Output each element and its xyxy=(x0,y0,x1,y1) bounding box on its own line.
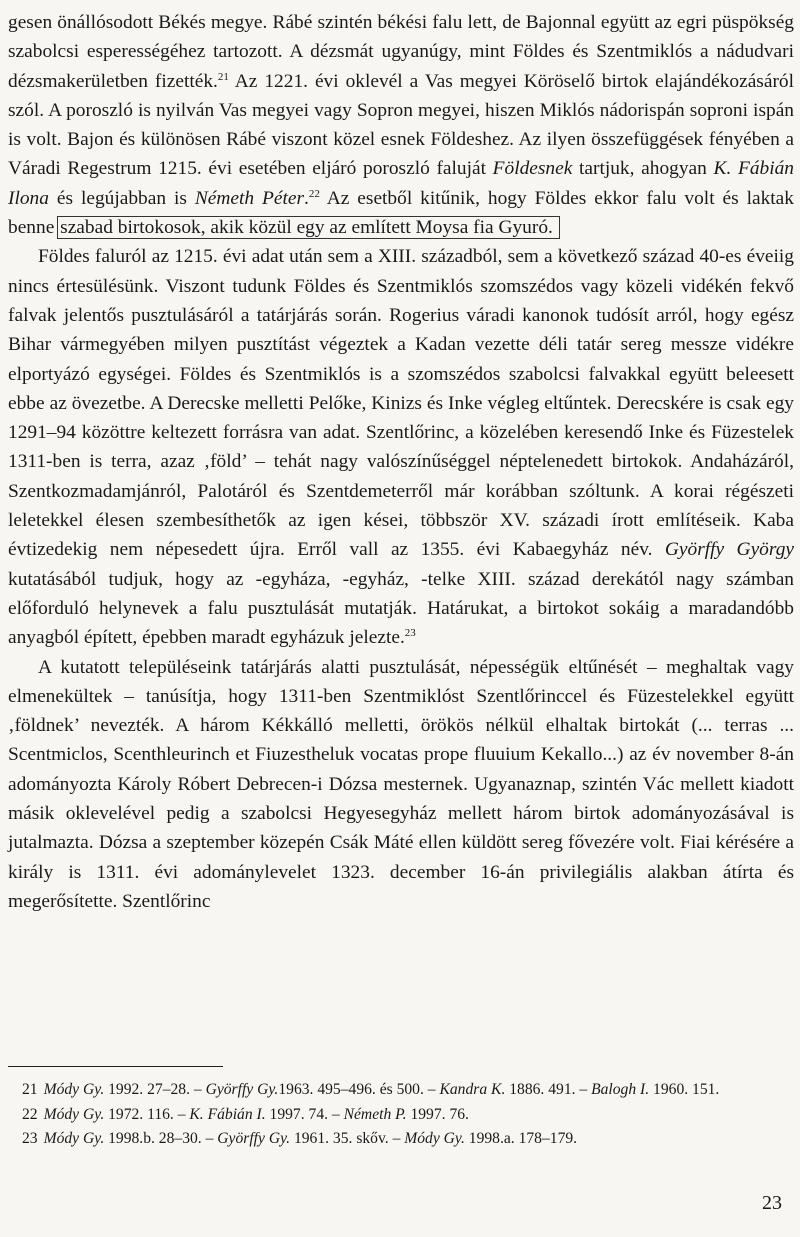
footnote-ref-23: 23 xyxy=(404,627,416,640)
footnote-number: 21 xyxy=(22,1081,38,1098)
citation-author: Módy Gy. xyxy=(43,1081,105,1098)
author-name: K. Fábián Ilona xyxy=(8,158,794,209)
footnote-22 xyxy=(22,1103,757,1128)
italic-name: Földesnek xyxy=(492,158,573,180)
author-name: Györffy György xyxy=(664,539,794,561)
citation-author: Györffy Gy. xyxy=(205,1081,279,1098)
citation-text: 1992. 27–28. – xyxy=(104,1081,206,1098)
paragraph-1: gesen önállósodott Békés megye. Rábé szintén békési falu lett, de Bajonnal együtt az egri püspökség szabolcsi esperességéhez tartozott. A dézsmát ugyanúgy, mint Földes és Szentmiklós a nádudvari dézsmakerületben fizették.$^{21}$ Az 1221. évi oklevél a Vas megyei Köröselő birtok elajándékozásáról szól. A poroszló is nyilván Vas megyei vagy Sopron megyei, hiszen Miklós nádorispán soproni ispán is volt. Bajon és különösen Rábé viszont közel esnek Földeshez. Az ilyen összefüggések fényében a Váradi Regestrum 1215. évi esetében eljáró poroszló faluját Földesnek tartjuk, ahogyan K. Fábián Ilona és legújabban is Németh Péter.$^{22}$ Az esetből kitűnik, hogy Földes ekkor falu volt és laktak benne szabad birtokosok, akik közül egy az említett Moysa fia Gyuró. xyxy=(8,12,794,239)
citation-text: 1963. 495–496. és 500. – xyxy=(278,1081,440,1098)
citation-text: 1998.a. 178–179. xyxy=(464,1130,578,1147)
footnote-number: 23 xyxy=(22,1130,38,1147)
footnote-ref-22: 22 xyxy=(308,187,320,200)
page-number: 23 xyxy=(762,1192,782,1214)
citation-text: 1886. 491. – xyxy=(505,1081,592,1098)
paragraph-3: A kutatott településeink tatárjárás alatti pusztulását, népességük eltűnését – meghaltak vagy elmenekültek – tanúsítja, hogy 1311-ben Szentmiklóst Szentlőrinccel és Füzestelekkel együtt ‚földnek’ nevezték. A három Kékkálló melletti, örökös nélkül elhaltak birtokát (... terras ... Scentmiclos, Scenthleurinch et Fiuzestheluk vocatas prope fluuium Kekallo...) az év november 8-án adományozta Károly Róbert Debrecen-i Dózsa mesternek. Ugyanaznap, szintén Vác mellett kiadott másik oklevelével pedig a szabolcsi Hegyesegyház mellett három birtok adományozásával is jutalmazta. Dózsa a szeptember közepén Csák Máté ellen küldött sereg fővezére volt. Fiai kérésére a király is 1311. évi adománylevelet 1323. december 16-án privilegiális alakban átírta és megerősítette. Szentlőrinc xyxy=(8,656,794,912)
citation-author: Németh P. xyxy=(343,1105,407,1123)
footnote-number: 22 xyxy=(22,1105,38,1123)
citation-text: 1960. 151. xyxy=(649,1081,720,1098)
author-name: Németh Péter xyxy=(194,187,305,209)
citation-author: Módy Gy. xyxy=(404,1130,465,1147)
citation-author: K. Fábián I. xyxy=(189,1105,266,1123)
citation-author: Györffy Gy. xyxy=(217,1130,291,1147)
citation-text: 1961. 35. skőv. – xyxy=(290,1130,405,1147)
paragraph-2: Földes faluról az 1215. évi adat után sem a XIII. századból, sem a következő század 40-es éveiig nincs értesülésünk. Viszont tudunk Földes és Szentmiklós szomszédos vagy közeli vidékén fekvő falvak jelentős pusztulásáról a tatárjárás során. Rogerius váradi kanonok tudósít arról, hogy egész Bihar vármegyében milyen pusztítást végeztek a Kadan vezette déli tatár sereg messze vidékre elportyázó egységei. Földes és Szentmiklós is a szomszédos szabolcsi falvakkal együtt beleesett ebbe az övezetbe. A Derecske melletti Pelőke, Kinizs és Inke végleg eltűntek. Derecskére is csak egy 1291–94 közöttre keltezett forrásra van adat. Szentlőrinc, a közelében keresendő Inke és Füzestelek 1311-ben is terra, azaz ‚föld’ – tehát nagy valószínűséggel néptelenedett birtokok. Andaházáról, Szentkozmadamjánról, Palotáról és Szentdemeterről már korábban szóltunk. A korai régészeti leletekkel élesen szembesíthetők az igen kései, többször XV. századi írott említéseik. Kaba évtizedekig nem népesedett újra. Erről vall az 1355. évi Kabaegyház név. Györffy György kutatásából tudjuk, hogy az -egyháza, -egyház, -telke XIII. század derekától nagy számban előforduló helynevek a falu pusztulását mutatják. Határukat, a birtokot sokáig a maradandóbb anyagból épített, épebben maradt egyházuk jelezte.$^{23}$ xyxy=(8,246,794,649)
footnote-divider xyxy=(8,1066,223,1067)
citation-text: 1998.b. 28–30. – xyxy=(104,1130,218,1147)
highlighted-sentence: szabad birtokosok, akik közül egy az említett Moysa fia Gyuró. xyxy=(57,216,560,239)
citation-author: Balogh I. xyxy=(591,1081,650,1098)
footnotes xyxy=(22,1078,757,1152)
footnote-ref-21: 21 xyxy=(217,70,229,83)
citation-text: 1997. 76. xyxy=(406,1105,469,1123)
citation-author: Módy Gy. xyxy=(43,1105,105,1123)
citation-text: 1972. 116. – xyxy=(104,1105,190,1123)
footnote-23 xyxy=(22,1127,757,1152)
citation-text: 1997. 74. – xyxy=(265,1105,344,1123)
citation-author: Módy Gy. xyxy=(43,1130,105,1147)
citation-author: Kandra K. xyxy=(439,1081,506,1098)
body-text xyxy=(8,8,794,916)
footnote-21 xyxy=(22,1078,757,1103)
